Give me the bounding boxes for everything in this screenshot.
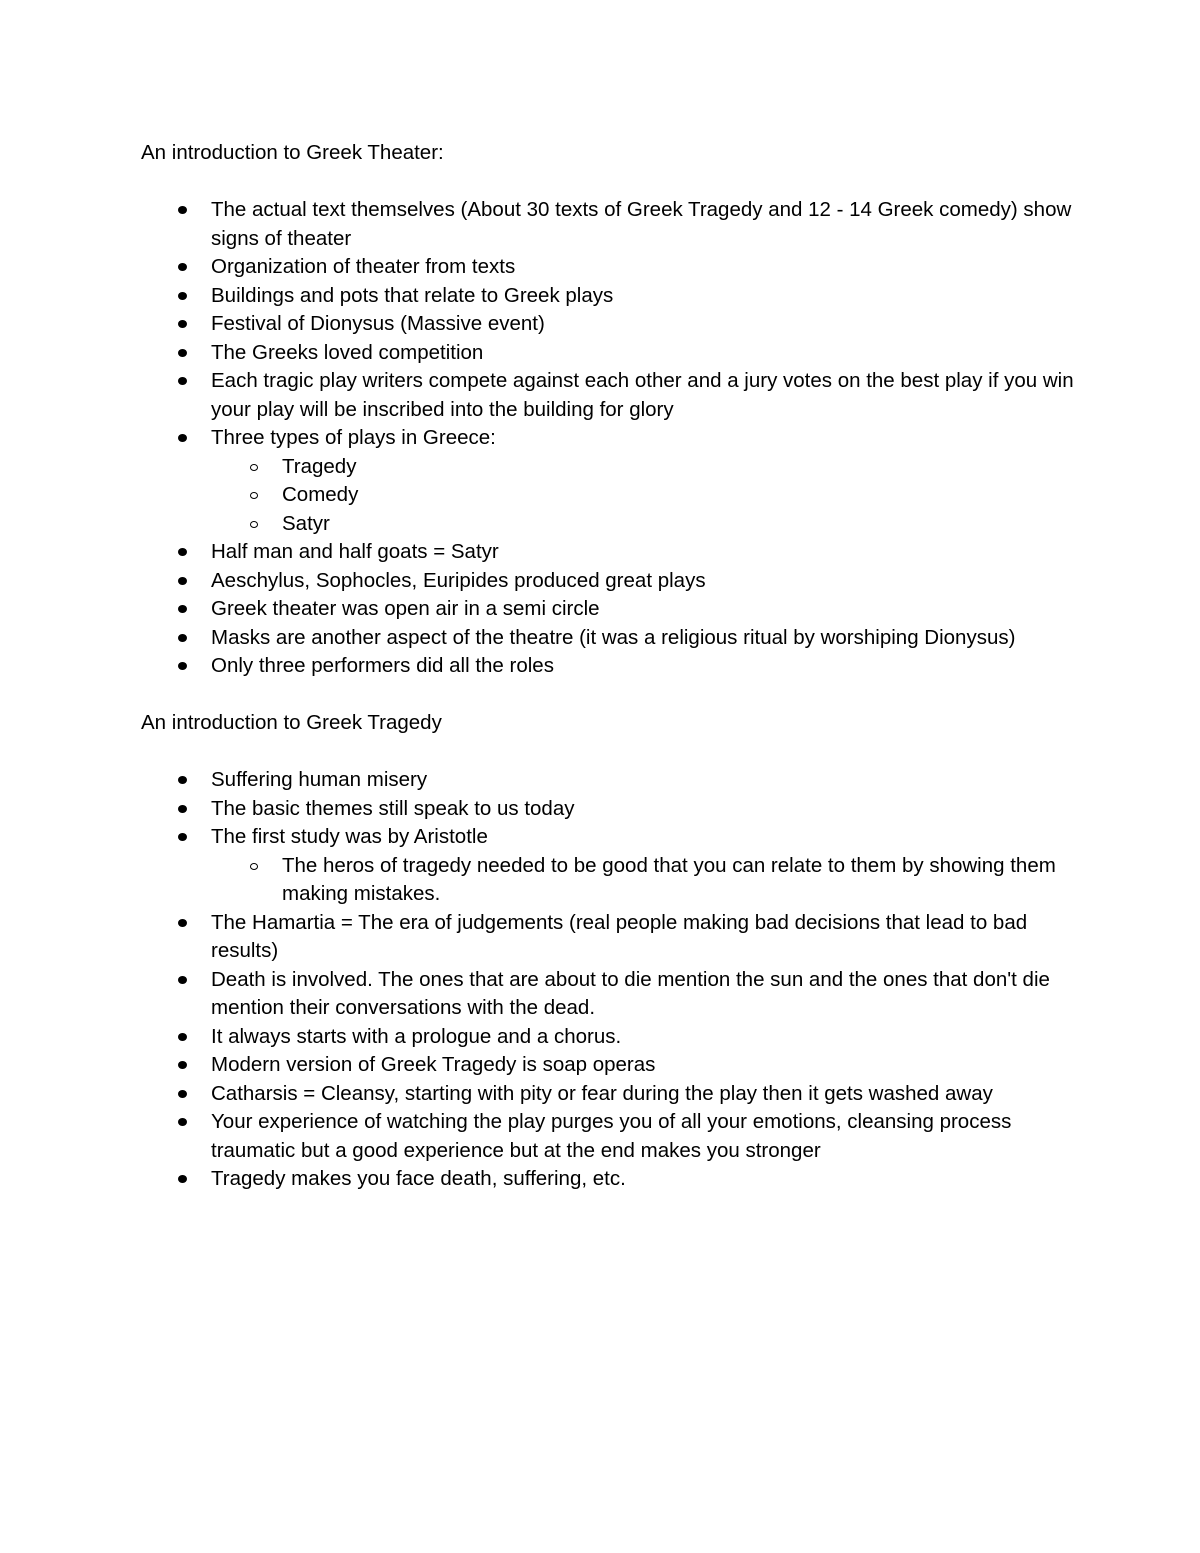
list-item [141,310,1081,339]
list-item [141,766,1081,795]
list-item-text: The Greeks loved competition [211,340,484,364]
list-item-text: Masks are another aspect of the theatre (it was a religious ritual by worshiping Dionysus) [211,625,1016,649]
sub-bullet-list-aristotle [211,852,1081,909]
spacer [141,681,1081,710]
list-item-text: Aeschylus, Sophocles, Euripides produced great plays [211,568,706,592]
spacer [141,738,1081,767]
bullet-icon [178,605,187,613]
bullet-icon [178,1118,187,1126]
bullet-icon [178,919,187,927]
bullet-icon [178,833,187,841]
list-item-text: The Hamartia = The era of judgements (real people making bad decisions that lead to bad results) [211,910,1028,962]
bullet-icon [178,349,187,357]
bullet-icon [178,662,187,670]
list-item-text: Three types of plays in Greece: [211,426,496,449]
list-item [141,1023,1081,1052]
bullet-icon [178,292,187,300]
bullet-icon [178,1033,187,1041]
list-item-text: Festival of Dionysus (Massive event) [211,312,545,335]
list-item [141,282,1081,311]
list-item [141,624,1081,653]
list-item [141,538,1081,567]
sub-bullet-list-play-types [211,453,1081,539]
list-item [141,253,1081,282]
list-item-text: Your experience of watching the play purges you of all your emotions, cleansing process traumatic but a good experience but at the end makes you stronger [211,1110,1012,1162]
list-item [141,196,1081,253]
open-bullet-icon [250,492,258,499]
bullet-icon [178,263,187,271]
bullet-icon [178,577,187,585]
sub-list-item-text: Comedy [282,483,359,506]
bullet-icon [178,634,187,642]
list-item-text: Each tragic play writers compete against each other and a jury votes on the best play if you win your play will be inscribed into the building for glory [211,369,1074,421]
list-item-text: Catharsis = Cleansy, starting with pity or fear during the play then it gets washed away [211,1081,993,1105]
list-item [141,966,1081,1023]
section-heading-greek-tragedy: An introduction to Greek Tragedy [141,711,442,734]
sub-list-item-text: Tragedy [282,454,357,478]
list-item [141,1165,1081,1194]
sub-list-item-text: The heros of tragedy needed to be good that you can relate to them by showing them making mistakes. [282,853,1056,905]
section-heading-greek-theater: An introduction to Greek Theater: [141,141,444,164]
list-item-text: The actual text themselves (About 30 texts of Greek Tragedy and 12 - 14 Greek comedy) show signs of theater [211,198,1072,250]
list-item [141,1051,1081,1080]
bullet-icon [178,377,187,385]
open-bullet-icon [250,521,258,528]
spacer [141,168,1081,197]
bullet-icon [178,434,187,442]
list-item [141,823,1081,909]
bullet-list-greek-theater [141,196,1081,681]
sub-list-item [211,481,1081,510]
list-item-text: The first study was by Aristotle [211,825,488,848]
list-item-text: Half man and half goats = Satyr [211,540,499,563]
sub-list-item-text: Satyr [282,511,330,535]
list-item-text: Greek theater was open air in a semi circle [211,597,600,620]
list-item-text: Organization of theater from texts [211,255,516,278]
list-item [141,1080,1081,1109]
bullet-icon [178,1061,187,1069]
sub-list-item [211,852,1081,909]
list-item [141,367,1081,424]
list-item-text: It always starts with a prologue and a chorus. [211,1024,622,1048]
list-item [141,1108,1081,1165]
list-item-text: Suffering human misery [211,768,428,791]
list-item [141,909,1081,966]
list-item-text: Death is involved. The ones that are about to die mention the sun and the ones that don't die mention their conversations with the dead. [211,967,1050,1019]
bullet-icon [178,976,187,984]
list-item [141,339,1081,368]
bullet-icon [178,1175,187,1183]
list-item-text: The basic themes still speak to us today [211,796,575,820]
bullet-icon [178,320,187,328]
bullet-icon [178,206,187,214]
sub-list-item [211,510,1081,539]
open-bullet-icon [250,464,258,471]
list-item [141,595,1081,624]
list-item-text: Buildings and pots that relate to Greek plays [211,283,614,307]
list-item [141,567,1081,596]
sub-list-item [211,453,1081,482]
bullet-icon [178,1090,187,1098]
list-item-text: Tragedy makes you face death, suffering, etc. [211,1167,626,1190]
bullet-icon [178,805,187,813]
bullet-list-greek-tragedy [141,766,1081,1194]
list-item-text: Modern version of Greek Tragedy is soap operas [211,1053,656,1076]
list-item-text: Only three performers did all the roles [211,654,554,677]
bullet-icon [178,776,187,784]
document-body [141,139,1081,1194]
open-bullet-icon [250,863,258,870]
list-item [141,652,1081,681]
bullet-icon [178,548,187,556]
list-item [141,424,1081,538]
list-item [141,795,1081,824]
